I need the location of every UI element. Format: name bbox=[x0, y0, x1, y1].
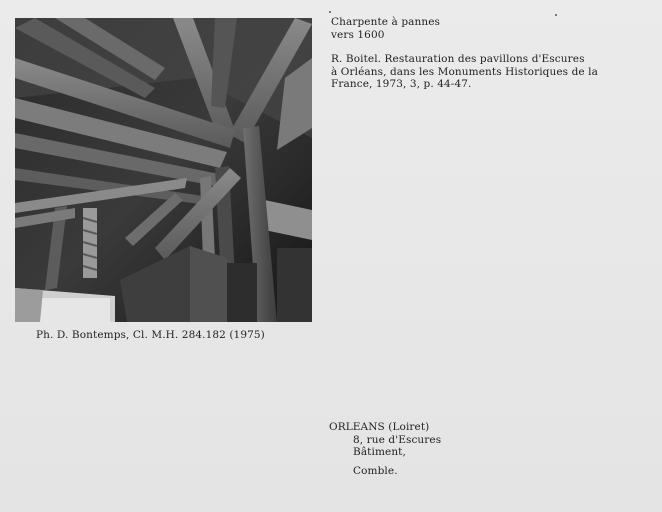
ink-speck bbox=[555, 14, 557, 16]
timber-roof-image bbox=[15, 18, 312, 322]
reference-line-2: à Orléans, dans les Monuments Historiques de la bbox=[331, 66, 598, 78]
photo-credit: Ph. D. Bontemps, Cl. M.H. 284.182 (1975) bbox=[36, 329, 265, 341]
reference-line-1: R. Boitel. Restauration des pavillons d'Escures bbox=[331, 53, 585, 65]
location-city: ORLEANS (Loiret) bbox=[329, 421, 430, 433]
ink-speck bbox=[329, 11, 331, 13]
reference-line-3: France, 1973, 3, p. 44-47. bbox=[331, 78, 472, 90]
subject-date: vers 1600 bbox=[331, 29, 385, 41]
roof-framework-photo bbox=[15, 18, 312, 322]
location-address: 8, rue d'Escures bbox=[353, 434, 442, 446]
location-building: Bâtiment, bbox=[353, 446, 406, 458]
location-part: Comble. bbox=[353, 465, 398, 477]
subject-title: Charpente à pannes bbox=[331, 16, 441, 28]
